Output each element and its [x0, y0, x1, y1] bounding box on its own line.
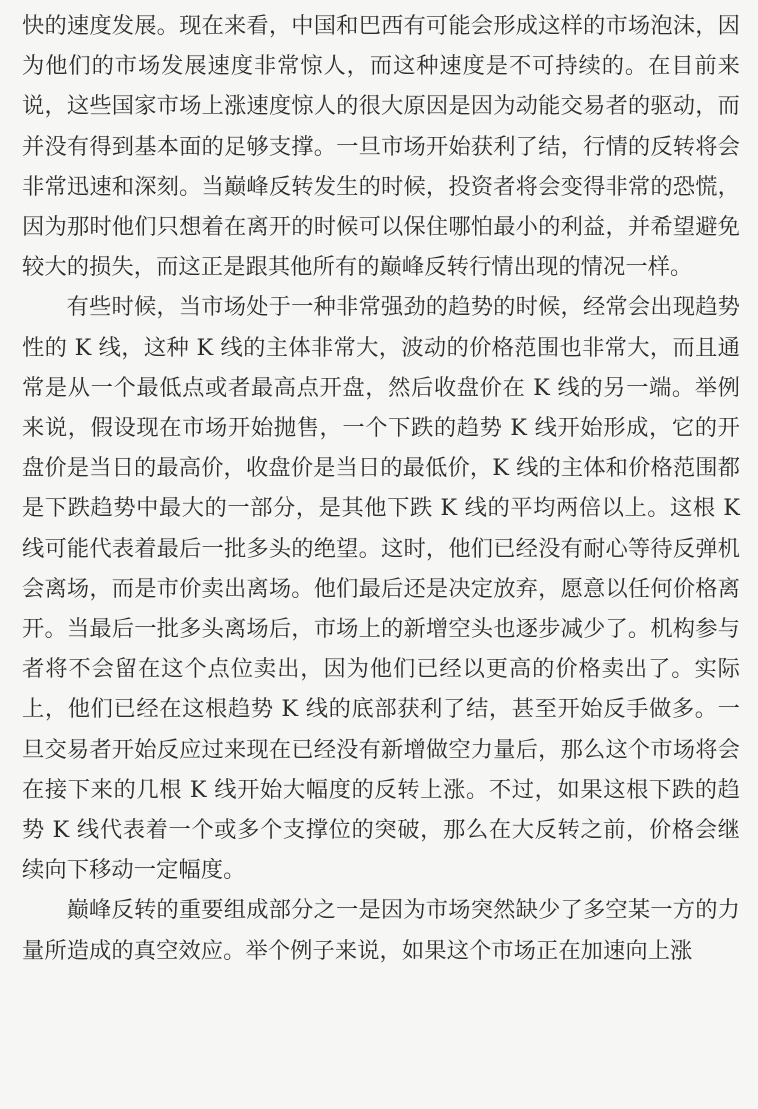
paragraph-3: 巅峰反转的重要组成部分之一是因为市场突然缺少了多空某一方的力量所造成的真空效应。举个例子来说，如果这个市场正在加速向上涨: [22, 897, 740, 964]
paragraph-1: 快的速度发展。现在来看，中国和巴西有可能会形成这样的市场泡沫，因为他们的市场发展速度非常惊人，而这种速度是不可持续的。在目前来说，这些国家市场上涨速度惊人的很大原因是因为动能交易者的驱动，而并没有得到基本面的足够支撑。一旦市场开始获利了结，行情的反转将会非常迅速和深刻。当巅峰反转发生的时候，投资者将会变得非常的恐慌，因为那时他们只想着在离开的时候可以保住哪怕最小的利益，并希望避免较大的损失，而这正是跟其他所有的巅峰反转行情出现的情况一样。: [22, 13, 740, 281]
body-text: [22, 6, 740, 971]
paragraph-2: 有些时候，当市场处于一种非常强劲的趋势的时候，经常会出现趋势性的 K 线，这种 K 线的主体非常大，波动的价格范围也非常大，而且通常是从一个最低点或者最高点开盘，然后收盘价在 K 线的另一端。举例来说，假设现在市场开始抛售，一个下跌的趋势 K 线开始形成，它的开盘价是当日的最高价，收盘价是当日的最低价，K 线的主体和价格范围都是下跌趋势中最大的一部分，是其他下跌 K 线的平均两倍以上。这根 K 线可能代表着最后一批多头的绝望。这时，他们已经没有耐心等待反弹机会离场，而是市价卖出离场。他们最后还是决定放弃，愿意以任何价格离开。当最后一批多头离场后，市场上的新增空头也逐步减少了。机构参与者将不会留在这个点位卖出，因为他们已经以更高的价格卖出了。实际上，他们已经在这根趋势 K 线的底部获利了结，甚至开始反手做多。一旦交易者开始反应过来现在已经没有新增做空力量后，那么这个市场将会在接下来的几根 K 线开始大幅度的反转上涨。不过，如果这根下跌的趋势 K 线代表着一个或多个支撑位的突破，那么在大反转之前，价格会继续向下移动一定幅度。: [22, 294, 740, 884]
